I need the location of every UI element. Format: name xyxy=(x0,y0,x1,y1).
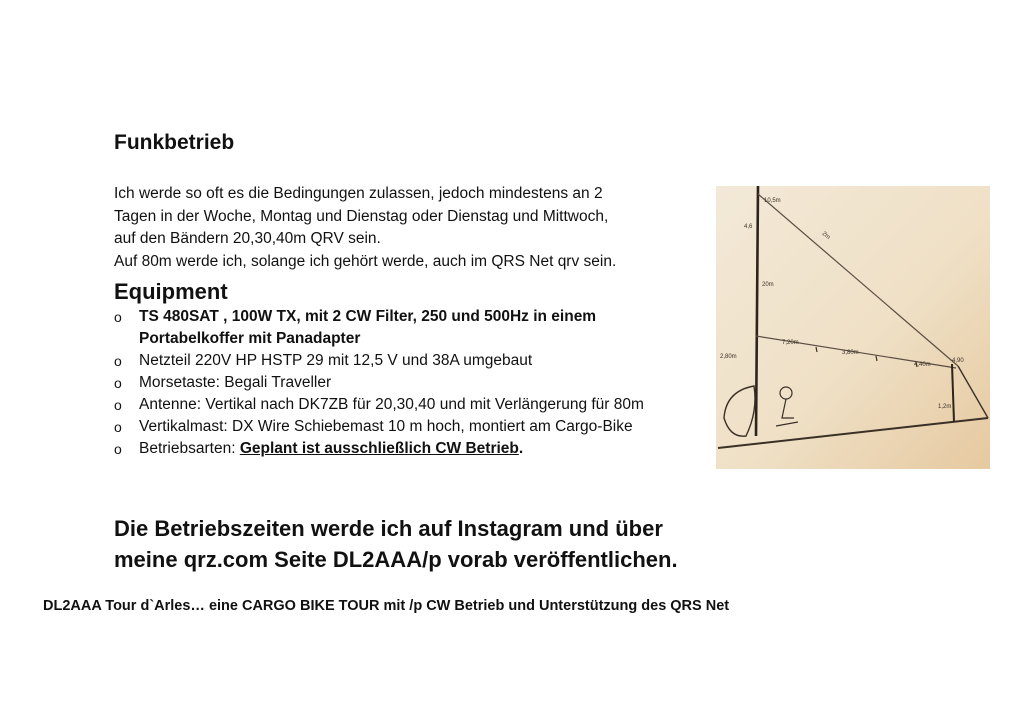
bullet-icon: o xyxy=(114,397,122,413)
intro-line: auf den Bändern 20,30,40m QRV sein. xyxy=(114,230,381,247)
sketch-label: 2,80m xyxy=(720,354,737,360)
list-item-prefix: Betriebsarten: xyxy=(139,440,240,457)
list-item-text: Netzteil 220V HP HSTP 29 mit 12,5 V und 38A umgebaut xyxy=(139,352,533,369)
list-item xyxy=(114,306,704,350)
intro-line: Auf 80m werde ich, solange ich gehört werde, auch im QRS Net qrv sein. xyxy=(114,252,617,270)
sketch-label: 4,40m xyxy=(914,362,931,368)
sketch-label: 4,6 xyxy=(744,224,753,230)
sketch-label: 3,80m xyxy=(842,350,859,356)
section-title-equipment: Equipment xyxy=(114,279,228,304)
antenna-sketch-photo xyxy=(716,186,990,469)
sketch-label: 1,2m xyxy=(938,404,952,410)
footer-caption: DL2AAA Tour d`Arles… eine CARGO BIKE TOUR mit /p CW Betrieb und Unterstützung des QRS Net xyxy=(43,598,730,614)
list-item-suffix: . xyxy=(518,440,524,457)
closing-line: meine qrz.com Seite DL2AAA/p vorab veröffentlichen. xyxy=(114,547,678,572)
list-item xyxy=(114,394,704,416)
bullet-icon: o xyxy=(114,419,122,435)
closing-statement xyxy=(114,513,754,575)
list-item-text: Vertikalmast: DX Wire Schiebemast 10 m hoch, montiert am Cargo-Bike xyxy=(139,418,633,435)
list-item-emphasis: Geplant ist ausschließlich CW Betrieb xyxy=(239,440,519,457)
list-item-text: TS 480SAT , 100W TX, mit 2 CW Filter, 250 und 500Hz in einem Portabelkoffer mit Panadapter xyxy=(139,308,597,347)
section-title-funkbetrieb: Funkbetrieb xyxy=(114,131,235,154)
list-item xyxy=(114,438,704,460)
bullet-icon: o xyxy=(114,375,122,391)
closing-line: Die Betriebszeiten werde ich auf Instagram und über xyxy=(114,516,663,541)
bullet-icon: o xyxy=(114,441,122,457)
equipment-list xyxy=(114,306,704,460)
intro-paragraph xyxy=(114,183,704,273)
sketch-label: 2m xyxy=(820,230,831,241)
sketch-label: 7,20m xyxy=(782,340,799,346)
bullet-icon: o xyxy=(114,309,122,325)
intro-line: Tagen in der Woche, Montag und Dienstag oder Dienstag und Mittwoch, xyxy=(114,207,609,225)
list-item xyxy=(114,350,704,372)
list-item xyxy=(114,416,704,438)
sketch-label: 4,90 xyxy=(952,358,964,364)
list-item-text: Morsetaste: Begali Traveller xyxy=(139,374,332,391)
sketch-label: 20m xyxy=(762,282,774,288)
list-item xyxy=(114,372,704,394)
bullet-icon: o xyxy=(114,353,122,369)
list-item-text: Antenne: Vertikal nach DK7ZB für 20,30,40 und mit Verlängerung für 80m xyxy=(139,396,644,413)
sketch-label: 10,5m xyxy=(764,198,781,204)
intro-line: Ich werde so oft es die Bedingungen zulassen, jedoch mindestens an 2 xyxy=(114,185,603,202)
